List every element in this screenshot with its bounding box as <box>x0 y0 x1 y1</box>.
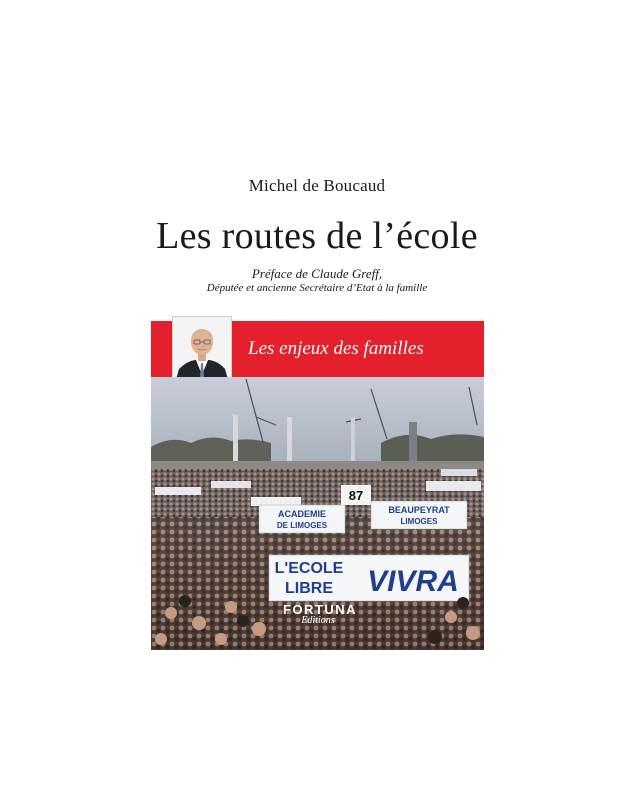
portrait-image <box>173 317 231 383</box>
preface-line-2: Députée et ancienne Secrétaire d’Etat à la famille <box>206 282 428 294</box>
banner-beaupeyrat-line2: LIMOGES <box>400 517 438 526</box>
banner-number: 87 <box>348 488 364 503</box>
publisher-logo <box>283 602 358 626</box>
author-portrait <box>172 316 232 384</box>
author-name: Michel de Boucaud <box>248 176 386 195</box>
publisher-name: FORTUNA <box>283 602 358 617</box>
publisher-sub: Editions <box>301 615 335 626</box>
banner-main-line1: L'ECOLE <box>274 560 344 577</box>
banner-beaupeyrat-line1: BEAUPEYRAT <box>388 505 450 515</box>
banner-main-line2: LIBRE <box>285 580 333 597</box>
banner-academie-line1: ACADEMIE <box>277 509 327 519</box>
banner-academie-line2: DE LIMOGES <box>276 521 328 530</box>
preface-line-1: Préface de Claude Greff, <box>251 266 383 281</box>
book-title: Les routes de l’école <box>156 215 478 257</box>
series-label: Les enjeux des familles <box>248 338 424 359</box>
banner-main-word: VIVRA <box>367 565 459 598</box>
